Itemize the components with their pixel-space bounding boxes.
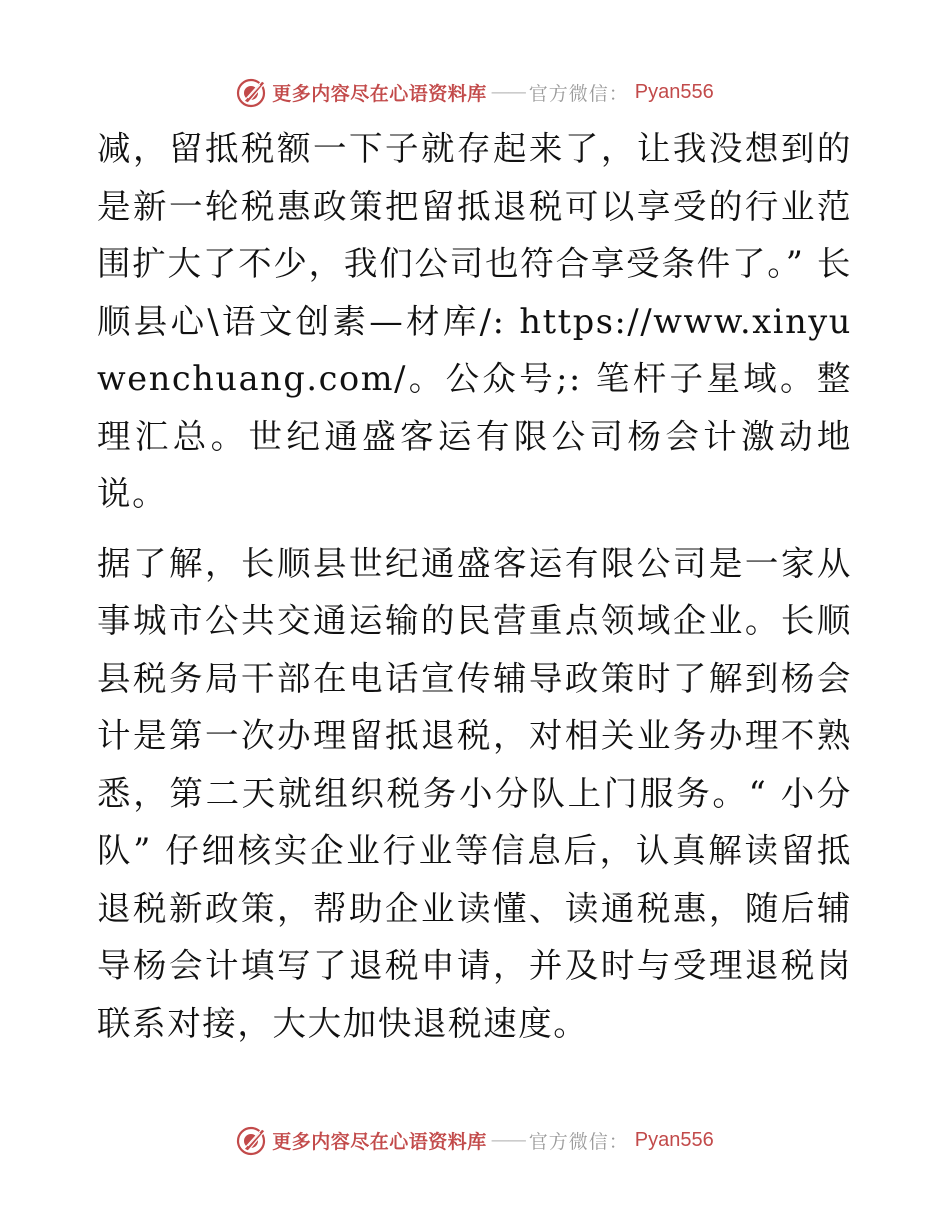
header-wechat-label: 官方微信： — [528, 82, 629, 105]
paragraph-1: 减，留抵税额一下子就存起来了，让我没想到的是新一轮税惠政策把留抵退税可以享受的行业范围扩大了不少，我们公司也符合享受条件了。” 长顺县心\语文创素—材库/: https://www.xinyuwenchuang.com/。公众号;: 笔杆子星域。整理汇总。世纪通盛客运有限公司杨会计激动地说。 — [97, 129, 852, 513]
footer-wechat-account: Pyan556 — [634, 1128, 714, 1151]
footer-brand-text: 更多内容尽在心语资料库 — [272, 1130, 487, 1153]
header-wechat-account: Pyan556 — [634, 80, 714, 103]
footer-banner — [0, 1120, 950, 1160]
header-brand-text: 更多内容尽在心语资料库 — [272, 82, 487, 105]
paragraph-2: 据了解，长顺县世纪通盛客运有限公司是一家从事城市公共交通运输的民营重点领域企业。长顺县税务局干部在电话宣传辅导政策时了解到杨会计是第一次办理留抵退税，对相关业务办理不熟悉，第二天就组织税务小分队上门服务。“ 小分队” 仔细核实企业行业等信息后，认真解读留抵退税新政策，帮助企业读懂、读通税惠，随后辅导杨会计填写了退税申请，并及时与受理退税岗联系对接，大大加快退税速度。 — [97, 543, 852, 1043]
footer-dash: —— — [490, 1129, 525, 1151]
footer-wechat-label: 官方微信： — [528, 1130, 629, 1153]
header-dash: —— — [490, 81, 525, 103]
quill-pen-logo-icon — [236, 76, 268, 108]
document-body — [97, 120, 852, 1052]
header-banner — [0, 72, 950, 112]
quill-pen-logo-icon — [236, 1124, 268, 1156]
